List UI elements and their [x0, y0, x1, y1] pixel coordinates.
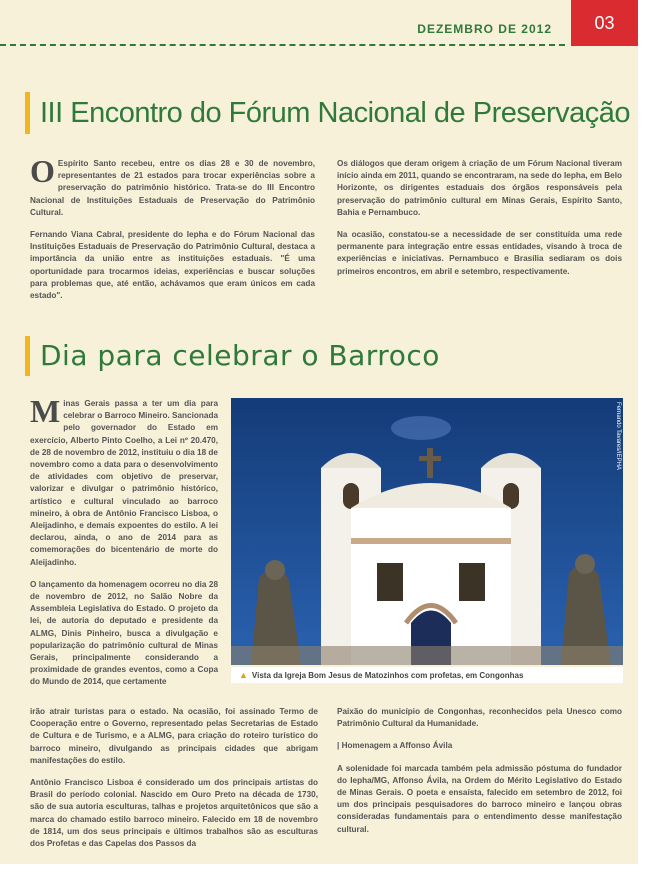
article2-dropcap: M: [30, 393, 61, 429]
article2-column-bottom-right: [337, 706, 622, 846]
photo-caption: ▲ Vista da Igreja Bom Jesus de Matozinhos com profetas, em Congonhas: [231, 667, 623, 683]
church-photo: [231, 398, 623, 665]
article1-paragraph: O Espírito Santo recebeu, entre os dias 28 e 30 de novembro, representantes de 21 estados para trocar experiências sobre a preservação do patrimônio histórico. Trata-se do III Encontro Nacional de Instituições Estaduais de Preservação do Patrimônio Cultural.: [30, 153, 315, 217]
issue-date-label: DEZEMBRO DE 2012: [417, 22, 552, 36]
article2-title: Dia para celebrar o Barroco: [25, 336, 440, 376]
article1-column-right: [337, 158, 622, 288]
header-dashed-rule: [0, 44, 565, 46]
article2-subhead: | Homenagem a Affonso Ávila: [337, 741, 453, 751]
article2-paragraph: irão atrair turistas para o estado. Na ocasião, foi assinado Termo de Cooperação entre o Governo, representado pelas Secretarias de Estado de Cultura e de Turismo, e a ALMG, para criação do roteiro turístico do barroco mineiro, divulgando as principais cidades que abrigam manifestações do estilo.: [30, 707, 318, 765]
article2-paragraph: Paixão do município de Congonhas, reconhecidos pela Unesco como Patrimônio Cultural da Humanidade.: [337, 707, 622, 729]
photo-credit: Fernando Tavares/IEPHA: [615, 402, 621, 470]
article2-paragraph: Antônio Francisco Lisboa é considerado um dos principais artistas do Brasil do período colonial. Nascido em Ouro Preto na década de 1730, são de sua autoria esculturas, talhas e projetos arquitetônicos que são a marca do chamado estilo barroco mineiro. Falecido em 18 de novembro de 1814, um dos seus principais e últimos trabalhos são as esculturas dos Profetas e das Capelas dos Passos da: [30, 778, 318, 849]
caption-triangle-icon: ▲: [239, 670, 248, 680]
article2-paragraph: Minas Gerais passa a ter um dia para celebrar o Barroco Mineiro. Sancionada pelo governador do Estado em exercício, Alberto Pinto Coelho, a Lei nº 20.470, de 28 de novembro de 2012, instituiu o dia 18 de novembro como a data para o desenvolvimento de atividades com objetivo de preservar, valorizar e divulgar o patrimônio histórico, artístico e cultural vinculado ao barroco mineiro, à obra de Antônio Francisco Lisboa, o Aleijadinho, e demais expoentes do estilo. A lei declarou, ainda, o ano de 2014 para as comemorações do bicentenário de morte do Aleijadinho.: [30, 393, 218, 567]
page-number: 03: [571, 0, 638, 46]
article1-title: III Encontro do Fórum Nacional de Preservação: [25, 92, 630, 134]
article1-dropcap: O: [30, 153, 55, 189]
article2-column-bottom-left: [30, 706, 318, 860]
article2-column-left: [30, 393, 218, 699]
article1-paragraph: Fernando Viana Cabral, presidente do Iepha e do Fórum Nacional das Instituições Estaduais de Preservação do Patrimônio Cultural, destaca a importância da união entre as instituições estaduais. "É uma oportunidade para trocarmos ideias, experiências e buscar soluções para problemas que, até então, achávamos que eram únicos em cada estado".: [30, 230, 315, 301]
article1-column-left: [30, 153, 315, 312]
article2-paragraph: A solenidade foi marcada também pela admissão póstuma do fundador do Iepha/MG, Affonso Ávila, na Ordem do Mérito Legislativo do Estado de Minas Gerais. O poeta e ensaísta, falecido em setembro de 2012, foi um dos principais pesquisadores do barroco mineiro e lançou obras consideradas fundamentais para o entendimento desse manifestação cultural.: [337, 763, 622, 834]
article2-paragraph: O lançamento da homenagem ocorreu no dia 28 de novembro de 2012, no Salão Nobre da Assembleia Legislativa do Estado. O projeto da lei, de autoria do deputado e presidente da ALMG, Dinis Pinheiro, busca a divulgação e popularização do patrimônio cultural de Minas Gerais, principalmente considerando a proximidade de grandes eventos, como a Copa do Mundo de 2014, que certamente: [30, 579, 218, 687]
church-illustration: [231, 398, 623, 665]
article1-paragraph: Na ocasião, constatou-se a necessidade de ser constituída uma rede permanente para integração entre essas entidades, visando à troca de experiências e iniciativas. Pernambuco e Brasília sediaram os dois primeiros encontros, em abril e setembro, respectivamente.: [337, 230, 622, 276]
article1-paragraph: Os diálogos que deram origem à criação de um Fórum Nacional tiveram início ainda em 2011, quando se encontraram, na sede do Iepha, em Belo Horizonte, os dirigentes estaduais dos órgãos responsáveis pela preservação do patrimônio cultural em Minas Gerais, Espírito Santo, Bahia e Pernambuco.: [337, 159, 622, 217]
